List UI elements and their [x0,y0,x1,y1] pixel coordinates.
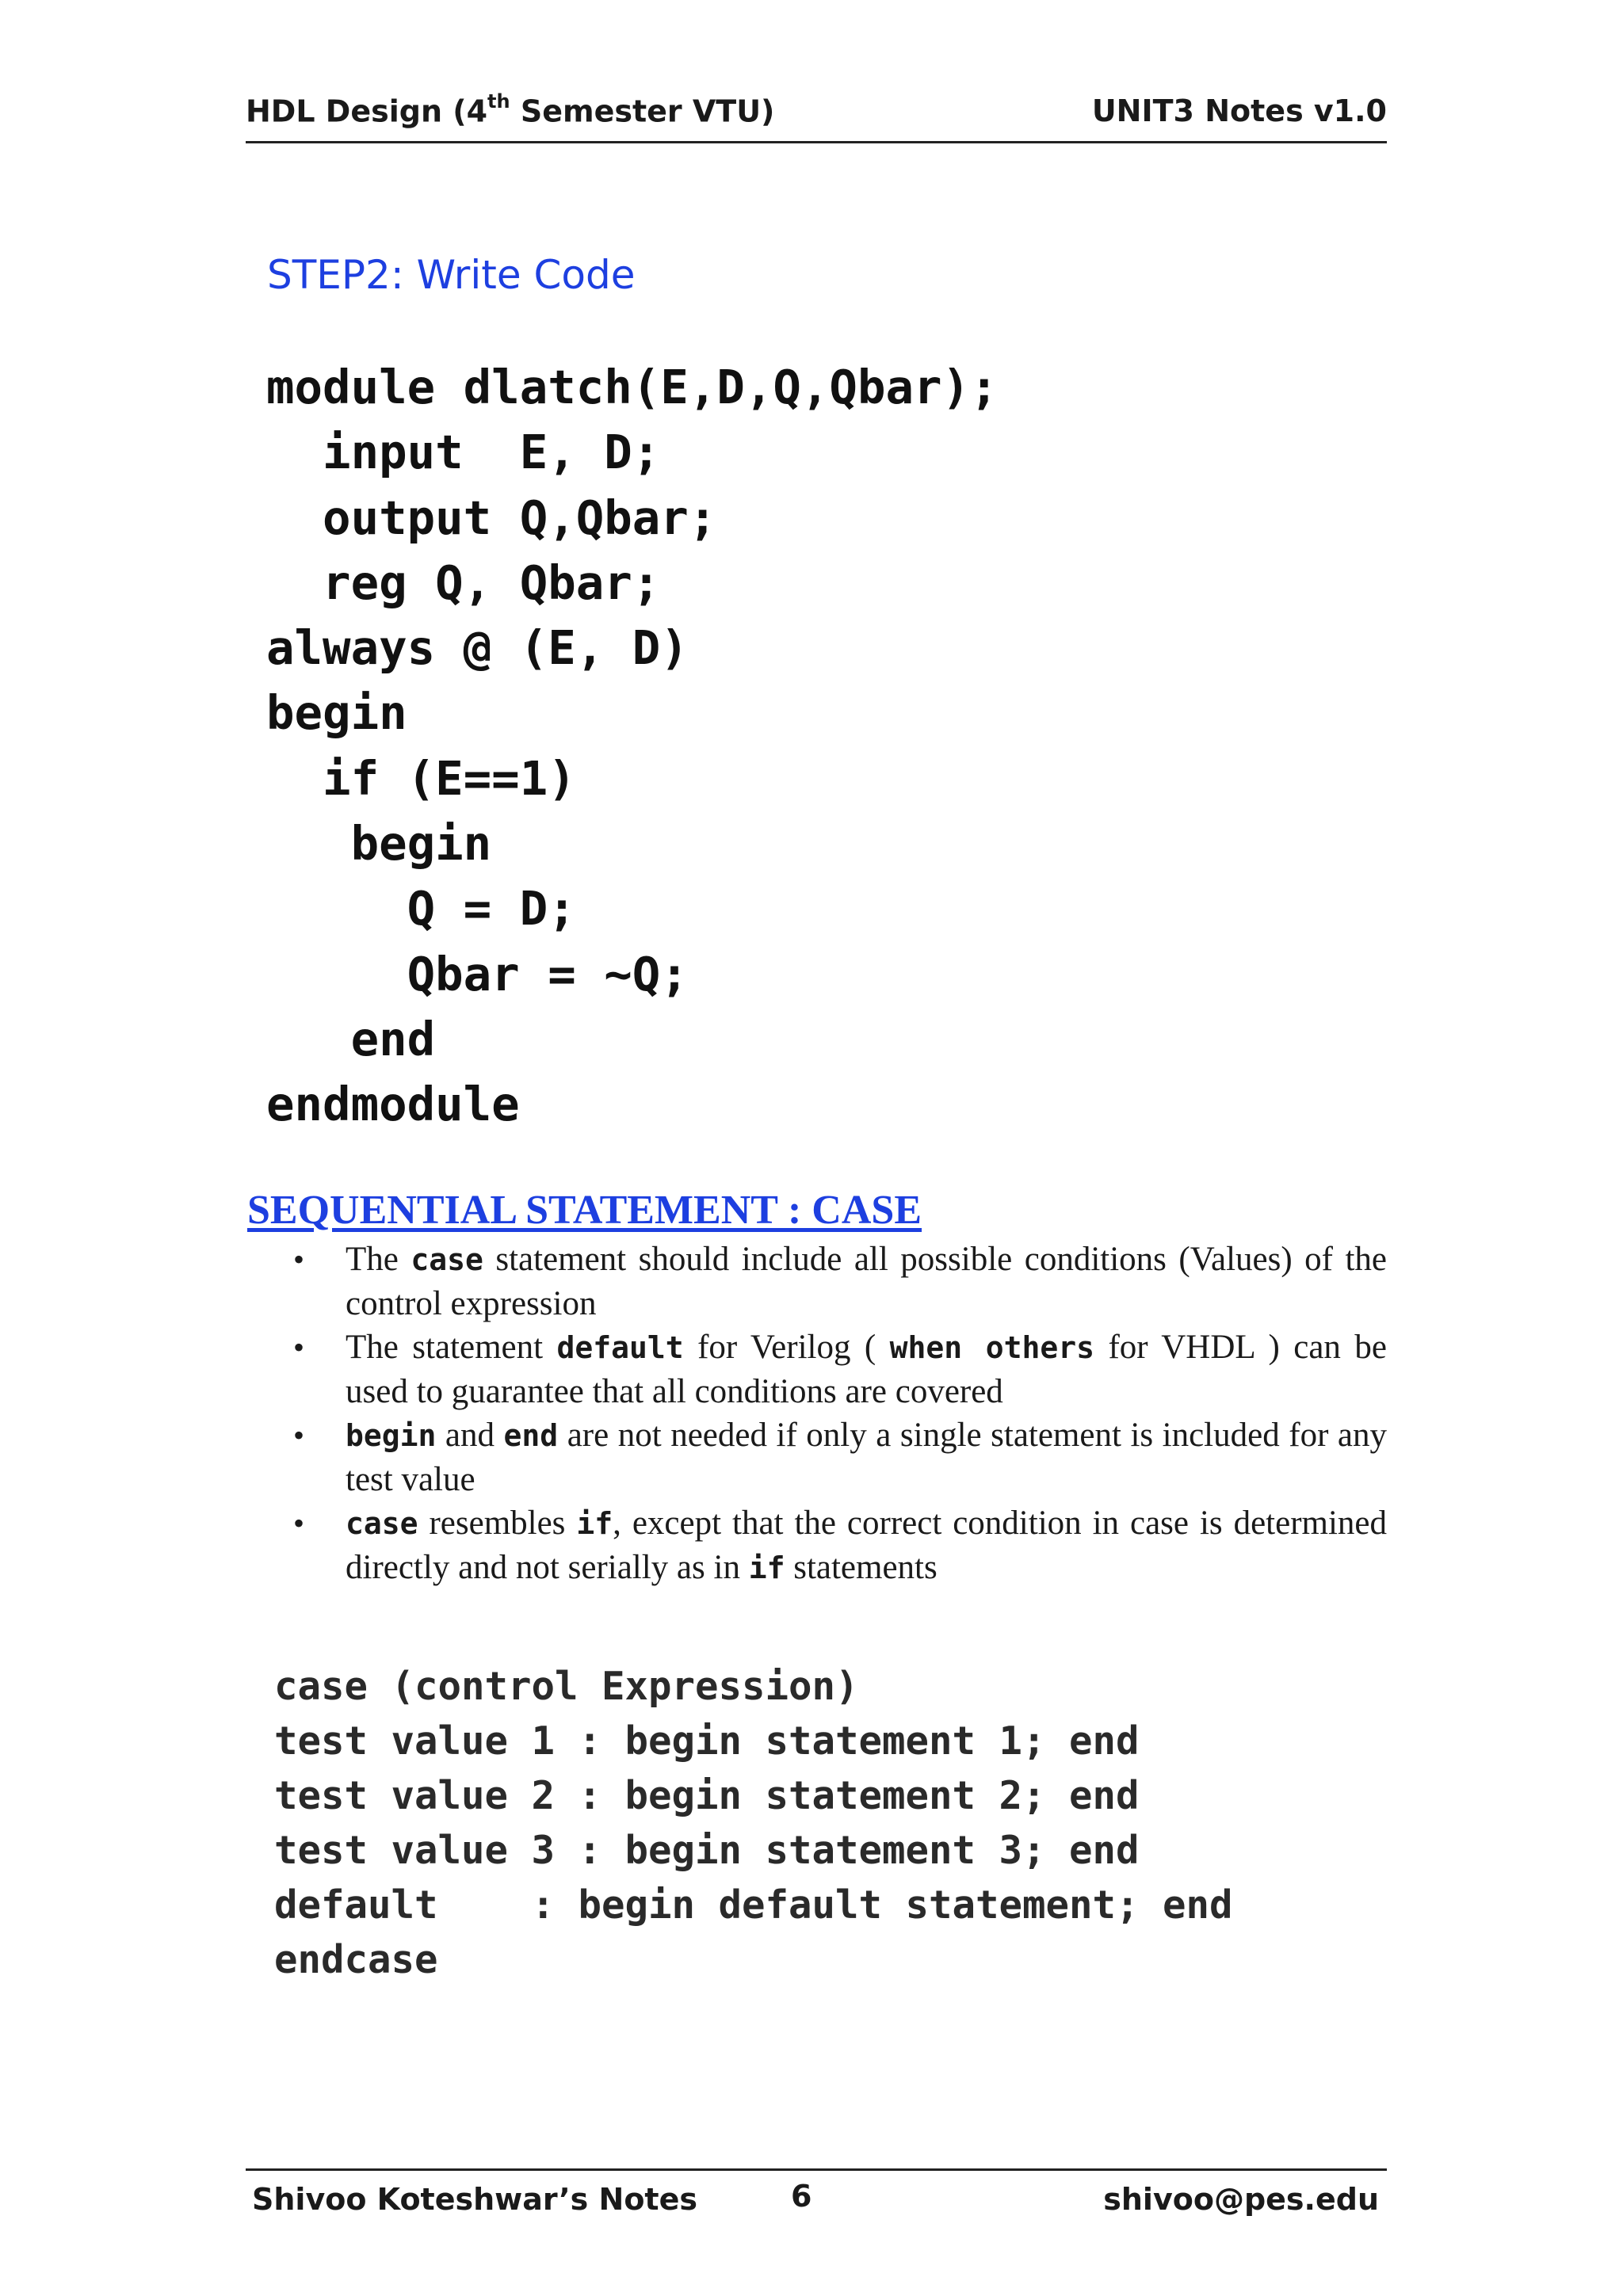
bullet-text: The statement [346,1329,557,1366]
inline-keyword: end [503,1418,559,1453]
code-line: input E, D; [266,425,661,480]
footer-email: shivoo@pes.edu [1103,2182,1379,2217]
bullet-icon: • [293,1417,305,1453]
code-line: reg Q, Qbar; [266,555,661,610]
bullet-text: statements [785,1549,938,1586]
bullet-icon: • [293,1329,305,1365]
code-line: test value 2 : begin statement 2; end [274,1773,1140,1818]
inline-keyword: begin [346,1418,437,1453]
header-course-title [246,90,775,129]
verilog-dlatch-code [266,355,999,1138]
bullet-text: statement should include all possible conditions (Values) of the control expression [346,1241,1387,1322]
bullet-text: , except that the correct condition in case is determined directly and not serially as in [346,1505,1388,1586]
case-syntax-code [274,1659,1233,1987]
code-line: endmodule [266,1077,520,1132]
bullet-text: resembles [418,1505,577,1542]
inline-keyword: if [576,1506,613,1541]
step-heading: STEP2: Write Code [267,252,636,298]
code-line: end [266,1011,436,1066]
code-line: begin [266,685,407,741]
bullet-text: for VHDL ) can be used to guarantee that all conditions are covered [346,1329,1387,1410]
code-line: module dlatch(E,D,Q,Qbar); [266,360,999,414]
inline-keyword: when others [889,1330,1095,1365]
case-notes-list [293,1238,1387,1590]
list-item [293,1238,1387,1325]
header-ordinal-suffix: th [487,90,510,113]
header-course-text: HDL Design (4 [246,93,488,129]
code-line: always @ (E, D) [266,620,689,676]
page-header [246,90,1387,143]
inline-keyword: case [346,1506,418,1541]
section-heading: SEQUENTIAL STATEMENT : CASE [247,1188,922,1233]
code-line: endcase [274,1937,438,1982]
list-item [293,1413,1387,1501]
bullet-text: for Verilog ( [683,1329,890,1366]
footer-page-number: 6 [791,2179,812,2214]
bullet-text: The [346,1241,411,1278]
inline-keyword: if [748,1550,785,1585]
header-unit-label: UNIT3 Notes v1.0 [1091,93,1387,128]
bullet-text: and [436,1417,504,1454]
bullet-text: are not needed if only a single statement is included for any test value [346,1417,1388,1498]
inline-keyword: case [411,1242,483,1277]
page-footer [246,2168,1387,2226]
code-line: output Q,Qbar; [266,490,717,545]
code-line: begin [266,816,492,871]
inline-keyword: default [556,1330,684,1365]
footer-author: Shivoo Koteshwar’s Notes [252,2182,697,2217]
bullet-icon: • [293,1241,305,1277]
bullet-icon: • [293,1505,305,1541]
code-line: Qbar = ~Q; [266,946,689,1001]
code-line: case (control Expression) [274,1664,859,1709]
code-line: if (E==1) [266,750,576,806]
list-item [293,1325,1387,1413]
header-course-text-end: Semester VTU) [510,93,775,129]
code-line: Q = D; [266,881,576,936]
code-line: default : begin default statement; end [274,1882,1233,1928]
list-item [293,1501,1387,1590]
code-line: test value 3 : begin statement 3; end [274,1828,1140,1873]
code-line: test value 1 : begin statement 1; end [274,1718,1140,1764]
